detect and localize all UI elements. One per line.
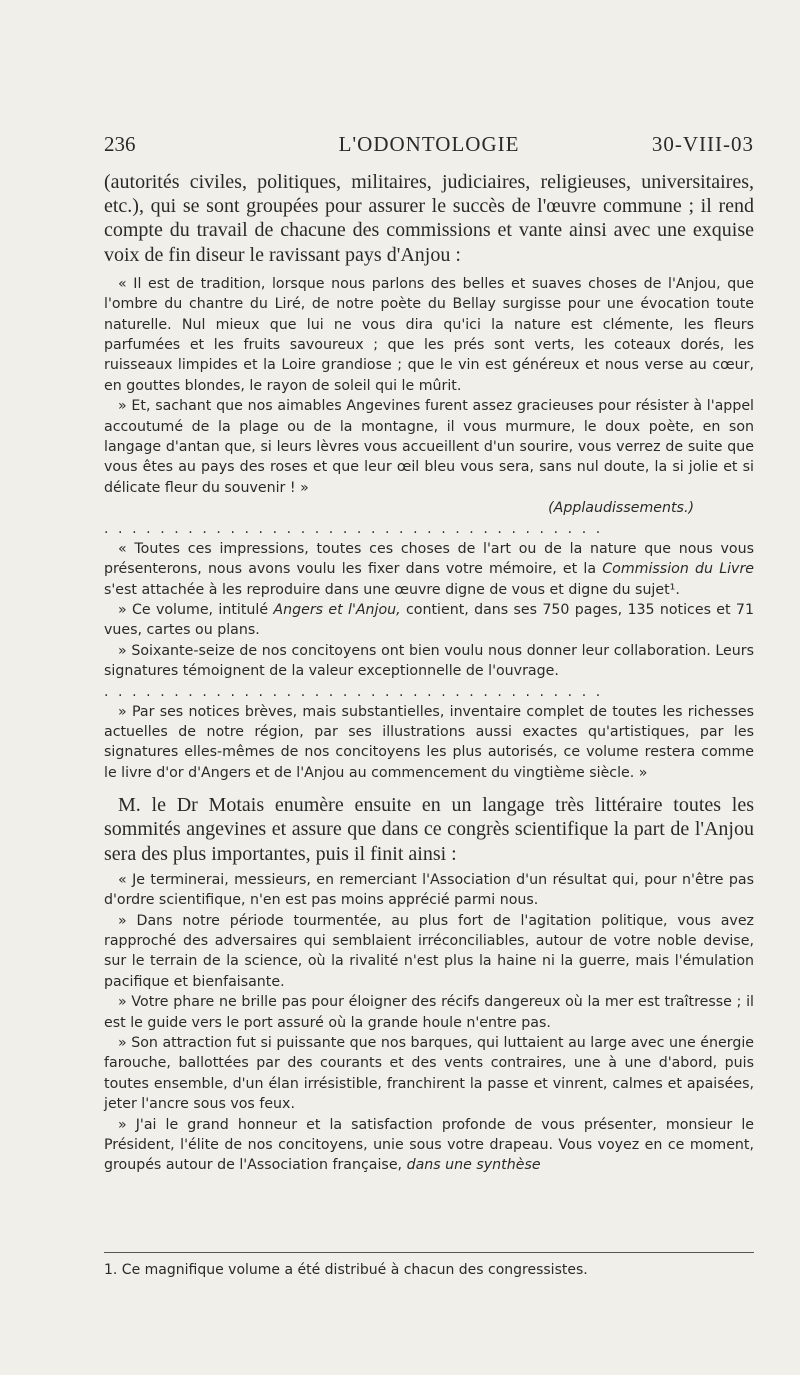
ellipsis-divider: .................................... [104, 520, 610, 537]
quote-paragraph: » Ce volume, intitulé Angers et l'Anjou, contient, dans ses 750 pages, 135 notices et 71 vues, cartes ou plans. [104, 601, 754, 639]
page-body [104, 170, 754, 1176]
quote-paragraph: « Il est de tradition, lorsque nous parlons des belles et suaves choses de l'Anjou, que l'ombre du chantre du Liré, de notre poète du Bellay surgisse pour une évocation toute naturelle. Nul mieux que lui ne vous dira qu'ici la nature est clémente, les fleurs parfumées et les fruits savoureux ; que les prés sont verts, les coteaux dorés, les ruisseaux limpides et la Loire grandiose ; que le vin est généreux et nous verse au cœur, en gouttes blondes, le rayon de soleil qui le mûrit. [104, 275, 754, 394]
ellipsis-divider: .................................... [104, 683, 610, 700]
footnote: 1. Ce magnifique volume a été distribué à chacun des congressistes. [104, 1262, 588, 1278]
paragraph-intro: (autorités civiles, politiques, militaires, judiciaires, religieuses, universitaires, etc.), qui se sont groupées pour assurer le succès de l'œuvre commune ; il rend compte du travail de chacune des commissions et vante ainsi avec une exquise voix de fin diseur le ravissant pays d'Anjou : [104, 171, 754, 266]
quote-paragraph: « Je terminerai, messieurs, en remerciant l'Association d'un résultat qui, pour n'être pas d'ordre scientifique, n'en est pas moins apprécié parmi nous. [104, 871, 754, 909]
quote-paragraph: « Toutes ces impressions, toutes ces choses de l'art ou de la nature que nous vous présenterons, nous avons voulu les fixer dans votre mémoire, et la Commission du Livre s'est attachée à les reproduire dans une œuvre digne de vous et digne du sujet¹. [104, 540, 754, 598]
footnote-rule [104, 1252, 754, 1253]
quote-paragraph: » Son attraction fut si puissante que nos barques, qui luttaient au large avec une énergie farouche, ballottées par des courants et des vents contraires, une à une d'abord, puis toutes ensemble, d'un élan irrésistible, franchirent la passe et vinrent, calmes et apaisées, jeter l'ancre sous vos feux. [104, 1035, 754, 1113]
paragraph-narration: M. le Dr Motais enumère ensuite en un langage très littéraire toutes les sommités angevines et assure que dans ce congrès scientifique la part de l'Anjou sera des plus importantes, puis il finit ainsi : [104, 794, 754, 865]
running-header [104, 132, 754, 164]
quote-paragraph: » Par ses notices brèves, mais substantielles, inventaire complet de toutes les richesses actuelles de notre région, par ses illustrations aussi exactes qu'artistiques, par les signatures elles-mêmes de nos concitoyens les plus autorisés, ce volume restera comme le livre d'or d'Angers et de l'Anjou au commencement du vingtième siècle. » [104, 703, 754, 781]
quote-paragraph: » Dans notre période tourmentée, au plus fort de l'agitation politique, vous avez rapproché des adversaires qui semblaient irréconciliables, autour de votre noble devise, sur le terrain de la science, où la rivalité n'est plus la haine ni la guerre, mais l'émulation pacifique et bienfaisante. [104, 912, 754, 990]
issue-date: 30-VIII-03 [651, 132, 754, 156]
applause-note: (Applaudissements.) [548, 500, 694, 517]
journal-title: L'ODONTOLOGIE [338, 132, 520, 156]
quote-paragraph: » Votre phare ne brille pas pour éloigner des récifs dangereux où la mer est traîtresse ; il est le guide vers le port assuré où la grande houle n'entre pas. [104, 994, 754, 1031]
quote-paragraph: » Soixante-seize de nos concitoyens ont bien voulu nous donner leur collaboration. Leurs signatures témoignent de la valeur exceptionnelle de l'ouvrage. [104, 642, 754, 680]
quote-paragraph: » Et, sachant que nos aimables Angevines furent assez gracieuses pour résister à l'appel accoutumé de la plage ou de la montagne, il vous murmure, le doux poète, en son langage d'antan que, si leurs lèvres vous accueillent d'un sourire, vous verrez de suite que vous êtes au pays des roses et que leur œil bleu vous sera, sans nul doute, la si jolie et si délicate fleur du souvenir ! » [104, 398, 754, 496]
quote-paragraph: » J'ai le grand honneur et la satisfaction profonde de vous présenter, monsieur le Président, l'élite de nos concitoyens, unie sous votre drapeau. Vous voyez en ce moment, groupés autour de l'Association française, dans une synthèse [104, 1116, 754, 1174]
page-number: 236 [104, 132, 136, 156]
